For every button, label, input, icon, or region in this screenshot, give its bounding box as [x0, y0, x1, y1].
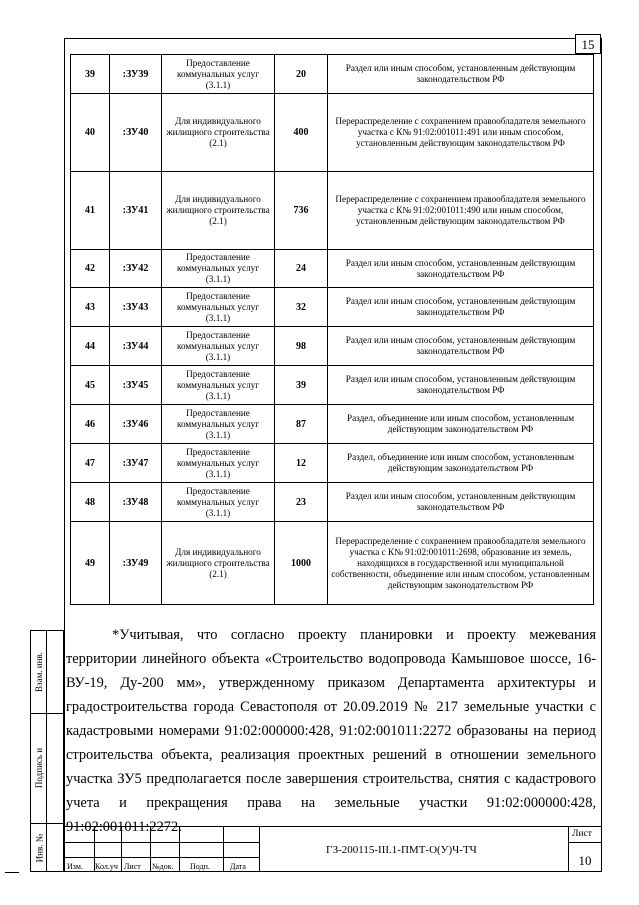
plot-purpose: Предоставление коммунальных услуг (3.1.1): [162, 366, 275, 405]
land-plots-table: [70, 54, 594, 605]
vzam-inv-label: Взам. инв.: [34, 652, 45, 692]
plot-purpose: Для индивидуального жилищного строительства (2.1): [162, 94, 275, 172]
stamp-col-ndok: №док.: [152, 862, 174, 871]
formation-method: Перераспределение с сохранением правообладателя земельного участка с К№ 91:02:001011:2698, образование из земель, находящихся в государственной или муниципальной собственности, объединение или иным способом, установленным действующим законодательством РФ: [328, 522, 594, 605]
formation-method: Перераспределение с сохранением правообладателя земельного участка с К№ 91:02:001011:490 или иным способом, установленным действующим законодательством РФ: [328, 172, 594, 250]
plot-area: 400: [275, 94, 328, 172]
formation-method: Раздел, объединение или иным способом, установленным действующим законодательством РФ: [328, 444, 594, 483]
table-row: [71, 366, 594, 405]
plot-area: 1000: [275, 522, 328, 605]
plot-code: :ЗУ39: [110, 55, 162, 94]
plot-area: 12: [275, 444, 328, 483]
plot-code: :ЗУ43: [110, 288, 162, 327]
plot-area: 20: [275, 55, 328, 94]
row-number: 40: [71, 94, 110, 172]
plot-area: 98: [275, 327, 328, 366]
plot-code: :ЗУ46: [110, 405, 162, 444]
table-row: [71, 250, 594, 288]
margin-tick: [5, 872, 19, 873]
plot-area: 87: [275, 405, 328, 444]
plot-code: :ЗУ40: [110, 94, 162, 172]
plot-code: :ЗУ49: [110, 522, 162, 605]
sheet-label: Лист: [572, 829, 592, 839]
plot-purpose: Предоставление коммунальных услуг (3.1.1): [162, 250, 275, 288]
plot-code: :ЗУ41: [110, 172, 162, 250]
plot-code: :ЗУ44: [110, 327, 162, 366]
formation-method: Раздел или иным способом, установленным действующим законодательством РФ: [328, 327, 594, 366]
plot-purpose: Предоставление коммунальных услуг (3.1.1): [162, 55, 275, 94]
sheet-number: 15: [575, 34, 601, 54]
stamp-col-podp: Подп.: [190, 862, 210, 871]
row-number: 49: [71, 522, 110, 605]
inv-label: Инв. №: [34, 833, 44, 863]
table-row: [71, 405, 594, 444]
plot-area: 24: [275, 250, 328, 288]
plot-purpose: Предоставление коммунальных услуг (3.1.1): [162, 288, 275, 327]
plot-purpose: Предоставление коммунальных услуг (3.1.1): [162, 405, 275, 444]
plot-code: :ЗУ47: [110, 444, 162, 483]
formation-method: Раздел или иным способом, установленным действующим законодательством РФ: [328, 55, 594, 94]
plot-purpose: Для индивидуального жилищного строительства (2.1): [162, 172, 275, 250]
row-number: 45: [71, 366, 110, 405]
table-row: [71, 522, 594, 605]
footnote-paragraph: *Учитывая, что согласно проекту планировки и проекту межевания территории линейного объекта «Строительство водопровода Камышовое шоссе, 16-ВУ-19, Ду-200 мм», утвержденному приказом Департамента архитектуры и градостроительства города Севастополя от 20.09.2019 № 217 земельные участки с кадастровыми номерами 91:02:000000:428, 91:02:001011:2272 образованы на период строительства объекта, реализация проектных решений в отношении земельного участка ЗУ5 предполагается после завершения строительства, снятия с кадастрового учета и прекращения права на земельные участки 91:02:000000:428, 91:02:001011:2272.: [66, 627, 596, 835]
table-row: [71, 55, 594, 94]
stamp-col-koluch: Кол.уч: [95, 862, 118, 871]
row-number: 42: [71, 250, 110, 288]
plot-purpose: Предоставление коммунальных услуг (3.1.1): [162, 327, 275, 366]
stamp-col-list: Лист: [124, 862, 141, 871]
formation-method: Раздел или иным способом, установленным действующим законодательством РФ: [328, 288, 594, 327]
table-row: [71, 172, 594, 250]
formation-method: Раздел или иным способом, установленным действующим законодательством РФ: [328, 483, 594, 522]
row-number: 44: [71, 327, 110, 366]
row-number: 47: [71, 444, 110, 483]
table-row: [71, 94, 594, 172]
stamp-col-data: Дата: [230, 862, 246, 871]
table-row: [71, 483, 594, 522]
row-number: 46: [71, 405, 110, 444]
formation-method: Раздел или иным способом, установленным действующим законодательством РФ: [328, 250, 594, 288]
podpis-label: Подпись и: [34, 747, 44, 789]
row-number: 43: [71, 288, 110, 327]
plot-area: 32: [275, 288, 328, 327]
row-number: 48: [71, 483, 110, 522]
plot-area: 23: [275, 483, 328, 522]
plot-area: 736: [275, 172, 328, 250]
row-number: 41: [71, 172, 110, 250]
stamp-col-izm: Изм.: [67, 862, 83, 871]
plot-code: :ЗУ48: [110, 483, 162, 522]
table-row: [71, 444, 594, 483]
plot-purpose: Предоставление коммунальных услуг (3.1.1): [162, 444, 275, 483]
plot-code: :ЗУ42: [110, 250, 162, 288]
plot-area: 39: [275, 366, 328, 405]
table-row: [71, 288, 594, 327]
sheet-value: 10: [578, 853, 592, 868]
plot-code: :ЗУ45: [110, 366, 162, 405]
plot-purpose: Для индивидуального жилищного строительства (2.1): [162, 522, 275, 605]
formation-method: Раздел или иным способом, установленным действующим законодательством РФ: [328, 366, 594, 405]
document-code: ГЗ-200115-III.1-ПМТ-О(У)Ч-ТЧ: [326, 844, 477, 856]
title-block: [64, 826, 602, 872]
row-number: 39: [71, 55, 110, 94]
formation-method: Раздел, объединение или иным способом, установленным действующим законодательством РФ: [328, 405, 594, 444]
side-stamp-column: [30, 630, 64, 872]
table-row: [71, 327, 594, 366]
formation-method: Перераспределение с сохранением правообладателя земельного участка с К№ 91:02:001011:491 или иным способом, установленным действующим законодательством РФ: [328, 94, 594, 172]
plot-purpose: Предоставление коммунальных услуг (3.1.1): [162, 483, 275, 522]
